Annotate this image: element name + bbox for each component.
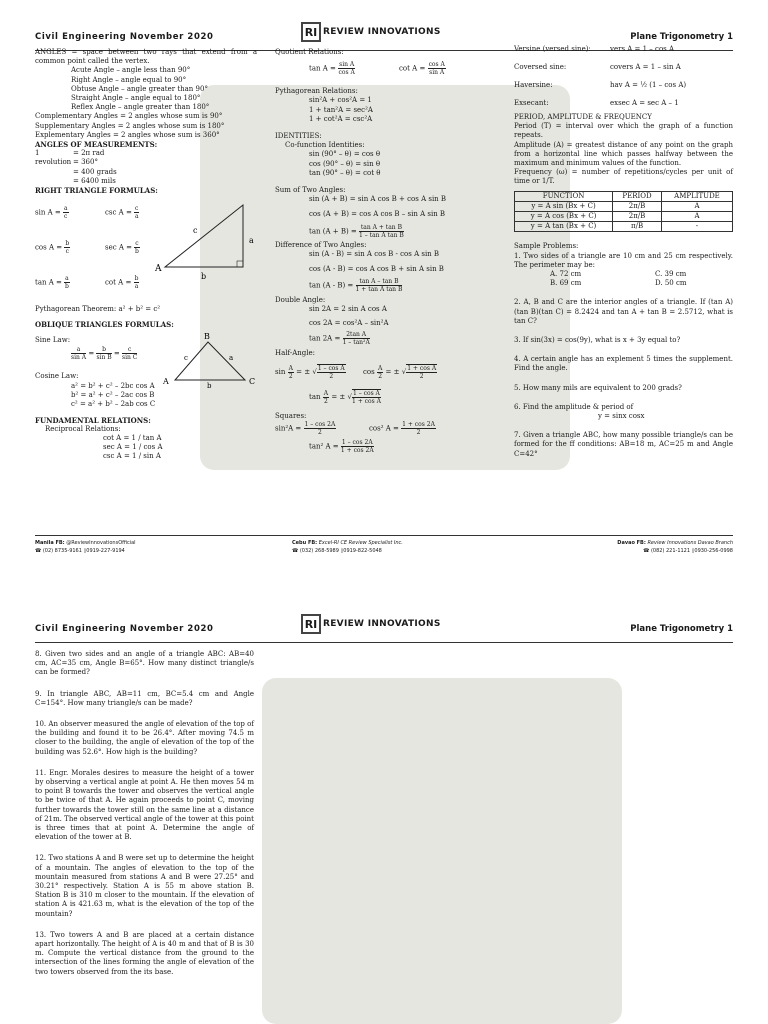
- page-2: [0, 600, 768, 1024]
- reciprocal-title: Reciprocal Relations:: [45, 424, 121, 433]
- logo-icon: RI: [301, 22, 321, 42]
- header-course: Civil Engineering November 2020: [35, 32, 214, 42]
- quotient-title: Quotient Relations:: [275, 48, 344, 56]
- sin-formula: sin A = $\frac{a}{c}$: [35, 205, 68, 221]
- header-course: Civil Engineering November 2020: [35, 624, 214, 634]
- sum-tan-identity: tan (A + B) = $\frac{\text{tan A + tan B}}{\text{1 – tan A tan B}}$: [309, 223, 404, 239]
- column-3: [514, 45, 733, 459]
- cosine-line: c² = a² + b² – 2ab cos C: [71, 400, 156, 409]
- pythagorean-relation: 1 + tan²A = sec²A: [309, 105, 373, 114]
- cofunction-identity: tan (90° – θ) = cot θ: [309, 168, 381, 177]
- table-header: FUNCTION: [515, 191, 613, 201]
- versine-value: vers A = 1 – cos A: [610, 45, 675, 53]
- footer-manila: Manila FB: @ReviewInnovationsOfficial ☎ (02) 8735-9161 ▯0919-227-9194: [35, 540, 136, 554]
- logo-text: REVIEW INNOVATIONS: [323, 27, 441, 37]
- double-tan-identity: tan 2A = $\frac{\text{2tan A}}{\text{1 – tan²A}}$: [309, 330, 370, 346]
- sine-law-formula: $\frac{a}{\text{sin A}}$ = $\frac{b}{\text{sin B}}$ = $\frac{c}{\text{sin C}}$: [71, 345, 138, 361]
- pythagorean-title: Pythagorean Relations:: [275, 87, 358, 96]
- label-a: a: [229, 353, 234, 362]
- measurement: = 2π rad: [73, 149, 105, 158]
- versine-label: Haversine:: [514, 81, 553, 89]
- angle-type: Reflex Angle – angle greater than 180°: [71, 103, 210, 112]
- problem-7: 7. Given a triangle ABC, how many possible triangle/s can be formed for the ff conditions: AB=18 m, AC=25 m and Angle C=42°: [514, 431, 733, 458]
- right-triangle-title: RIGHT TRIANGLE FORMULAS:: [35, 186, 158, 196]
- difference-identity: cos (A - B) = cos A cos B + sin A sin B: [309, 265, 444, 274]
- double-angle-title: Double Angle:: [275, 296, 326, 305]
- logo-icon: RI: [301, 614, 321, 634]
- logo-text: REVIEW INNOVATIONS: [323, 619, 441, 629]
- measurement: = 6400 mils: [73, 176, 116, 185]
- double-angle-identity: cos 2A = cos²A – sin²A: [309, 318, 389, 327]
- angle-type: Obtuse Angle – angle greater than 90°: [71, 84, 208, 93]
- problem-5: 5. How many mils are equivalent to 200 grads?: [514, 383, 682, 392]
- fundamental-title: FUNDAMENTAL RELATIONS:: [35, 415, 151, 425]
- amplitude-definition: Amplitude (A) = greatest distance of any point on the graph from a horizontal line which passes halfway between the maximum and minimum values of the function.: [514, 140, 733, 168]
- table-row: y = A tan (Bx + C) π/B -: [515, 222, 733, 232]
- measurement: = 400 grads: [73, 167, 117, 176]
- half-tan-identity: tan $\frac{A}{2}$ = ± √ $\frac{\text{1 – cos A}}{\text{1 + cos A}}$: [309, 389, 381, 406]
- sine-law-title: Sine Law:: [35, 335, 71, 344]
- footer-cebu: Cebu FB: Excel-RI CE Review Specialist Inc. ☎ (032) 268-5989 ▯0919-822-5048: [292, 540, 403, 554]
- right-triangle-diagram: [153, 199, 253, 281]
- page-footer: [35, 535, 733, 554]
- square-cos: cos² A = $\frac{1 + \cos 2A}{2}$: [369, 421, 435, 437]
- problem-11: 11. Engr. Morales desires to measure the height of a tower by observing a vertical angle at point A. He then moves 54 m to point B towards the tower and observes the vertical angle to be twice of that A. He again proceeds to point C, moving further towards the tower still on the same line at a distance of 21m. The observed vertical angle of the tower at this point is three times that at point A. Determine the angle of elevation of the tower at B.: [35, 768, 254, 842]
- header-logo: [301, 22, 441, 42]
- squares-title: Squares:: [275, 412, 307, 421]
- double-angle-identity: sin 2A = 2 sin A cos A: [309, 305, 387, 314]
- label-B: B: [204, 331, 210, 341]
- half-angle-title: Half-Angle:: [275, 348, 316, 357]
- reciprocal-relation: cot A = 1 / tan A: [103, 434, 162, 443]
- angle-type: Straight Angle – angle equal to 180°: [71, 94, 201, 103]
- reciprocal-relation: csc A = 1 / sin A: [103, 452, 161, 461]
- cos-formula: cos A = $\frac{b}{c}$: [35, 240, 70, 256]
- header-logo: [301, 614, 441, 634]
- oblique-triangle-diagram: [163, 330, 259, 390]
- difference-identity: sin (A - B) = sin A cos B - cos A sin B: [309, 249, 440, 258]
- revolution-label: 1 revolution: [35, 149, 72, 167]
- label-b: b: [201, 272, 207, 282]
- measurements-title: ANGLES OF MEASUREMENTS:: [35, 140, 158, 150]
- label-a: a: [249, 236, 254, 246]
- paf-title: PERIOD, AMPLITUDE & FREQUENCY: [514, 113, 652, 121]
- sum-identity: sin (A + B) = sin A cos B + cos A sin B: [309, 195, 447, 204]
- problem-8: 8. Given two sides and an angle of a triangle ABC: AB=40 cm, AC=35 cm, Angle B=65°. How many distinct triangle/s can be formed?: [35, 650, 254, 677]
- tan-formula: tan A = $\frac{a}{b}$: [35, 275, 69, 291]
- choice: B. 69 cm: [550, 279, 582, 288]
- square-sin: sin²A = $\frac{1 - \cos 2A}{2}$: [275, 421, 336, 437]
- choice: D. 50 cm: [655, 279, 687, 288]
- problem-6: 6. Find the amplitude & period of: [514, 402, 634, 411]
- footer-davao: Davao FB: Review Innovations Davao Branch ☎ (082) 221-1121 ▯0930-256-0998: [617, 540, 733, 554]
- column-2: [275, 48, 500, 455]
- angle-type: Acute Angle – angle less than 90°: [71, 66, 191, 75]
- label-b: b: [207, 381, 212, 390]
- column-1: [35, 48, 257, 462]
- cosine-line: a² = b² + c² – 2bc cos A: [71, 381, 155, 390]
- table-row: y = A cos (Bx + C) 2π/B A: [515, 212, 733, 222]
- half-sin-identity: sin $\frac{A}{2}$ = ± √ $\frac{\text{1 – cos A}}{2}$: [275, 364, 345, 381]
- label-c: c: [184, 353, 188, 362]
- cot-formula: cot A = $\frac{b}{a}$: [105, 275, 139, 291]
- versine-label: Versine (versed sine):: [514, 45, 591, 53]
- sample-problems-title: Sample Problems:: [514, 242, 579, 251]
- header-subject: Plane Trigonometry 1: [630, 624, 733, 634]
- versine-value: exsec A = sec A – 1: [610, 99, 679, 107]
- reciprocal-relation: sec A = 1 / cos A: [103, 443, 163, 452]
- problem-10: 10. An observer measured the angle of elevation of the top of the building and found it to be 26.4°. After moving 74.5 m closer to the building, the angle of elevation of the top of the building was 52.6°. How high is the building?: [35, 720, 254, 756]
- angle-pair: Explementary Angles = 2 angles whose sum is 360°: [35, 130, 220, 139]
- sum-identity: cos (A + B) = cos A cos B – sin A sin B: [309, 210, 446, 219]
- function-table: [514, 191, 733, 233]
- angle-pair: Supplementary Angles = 2 angles whose sum is 180°: [35, 121, 225, 130]
- period-definition: Period (T) = interval over which the graph of a function repeats.: [514, 122, 733, 140]
- choice: C. 39 cm: [655, 270, 687, 279]
- pythagorean-theorem: Pythagorean Theorem: a² + b² = c²: [35, 305, 161, 314]
- difference-title: Difference of Two Angles:: [275, 240, 367, 249]
- cofunction-title: Co-function Identities:: [285, 141, 365, 150]
- angle-type: Right Angle – angle equal to 90°: [71, 75, 187, 84]
- oblique-title: OBLIQUE TRIANGLES FORMULAS:: [35, 320, 174, 330]
- page-header: [35, 620, 733, 643]
- identities-title: IDENTITIES:: [275, 132, 322, 141]
- cofunction-identity: sin (90° – θ) = cos θ: [309, 150, 381, 159]
- cosine-law-title: Cosine Law:: [35, 371, 79, 380]
- label-C: C: [249, 376, 256, 386]
- choice: A. 72 cm: [550, 270, 582, 279]
- versine-label: Coversed sine:: [514, 63, 567, 71]
- table-row: y = A sin (Bx + C) 2π/B A: [515, 201, 733, 211]
- problem-6-equation: y = sinx cosx: [598, 412, 645, 421]
- cosine-line: b² = a² + c² – 2ac cos B: [71, 390, 155, 399]
- problem-1-choices: [514, 270, 733, 288]
- versine-value: hav A = ½ (1 – cos A): [610, 81, 687, 89]
- versine-label: Exsecant:: [514, 99, 549, 107]
- problem-9: 9. In triangle ABC, AB=11 cm, BC=5.4 cm and Angle C=154°. How many triangle/s can be made?: [35, 689, 254, 707]
- problem-3: 3. If sin(3x) = cos(9y), what is x + 3y equal to?: [514, 336, 681, 345]
- label-c: c: [193, 226, 198, 236]
- label-A: A: [155, 264, 162, 275]
- label-A: A: [163, 376, 169, 386]
- table-header: PERIOD: [613, 191, 662, 201]
- page-2-column: [35, 650, 254, 977]
- watermark-logo: [262, 678, 622, 1024]
- problem-2: 2. A, B and C are the interior angles of a triangle. If (tan A)(tan B)(tan C) = 8.2424 and tan A + tan B = 2.5712, what is tan C?: [514, 298, 733, 325]
- half-cos-identity: cos $\frac{A}{2}$ = ± √ $\frac{\text{1 + cos A}}{2}$: [363, 364, 437, 381]
- versine-list: [514, 45, 733, 113]
- difference-tan-identity: tan (A - B) = $\frac{\text{tan A – tan B}}{\text{1 + tan A tan B}}$: [309, 278, 403, 294]
- problem-13: 13. Two towers A and B are placed at a certain distance apart horizontally. The height of A is 40 m and that of B is 30 m. Compute the vertical distance from the ground to the intersection of the lines forming the angle of elevation of the two towers observed from the its base.: [35, 930, 254, 976]
- frequency-definition: Frequency (ω) = number of repetitions/cycles per unit of time or 1/T.: [514, 168, 733, 186]
- versine-value: covers A = 1 – sin A: [610, 63, 681, 71]
- angle-pair: Complementary Angles = 2 angles whose sum is 90°: [35, 112, 223, 121]
- measurement: = 360°: [73, 158, 98, 167]
- problem-1: 1. Two sides of a triangle are 10 cm and 25 cm respectively. The perimeter may be:: [514, 251, 733, 269]
- table-header: AMPLITUDE: [661, 191, 732, 201]
- cofunction-identity: cos (90° – θ) = sin θ: [309, 159, 381, 168]
- pythagorean-relation: 1 + cot²A = csc²A: [309, 114, 373, 123]
- sum-title: Sum of Two Angles:: [275, 186, 346, 195]
- quotient-tan: tan A = $\frac{\text{sin A}}{\text{cos A}}$: [309, 61, 355, 77]
- problem-4: 4. A certain angle has an explement 5 times the supplement. Find the angle.: [514, 355, 733, 373]
- problem-12: 12. Two stations A and B were set up to determine the height of a mountain. The angles of elevation to the top of the mountain measured from stations A and B were 27.25° and 30.21° respectively. Station A is 55 m above station B. Station B is 310 m closer to the mountain. If the elevation of station A is 421.63 m, what is the elevation of the top of the mountain?: [35, 854, 254, 918]
- square-tan: tan² A = $\frac{1 - \cos 2A}{1 + \cos 2A}$: [309, 439, 374, 455]
- header-subject: Plane Trigonometry 1: [630, 32, 733, 42]
- pythagorean-relation: sin²A + cos²A = 1: [309, 96, 372, 105]
- quotient-cot: cot A = $\frac{\text{cos A}}{\text{sin A}}$: [399, 61, 445, 77]
- angles-definition: ANGLES = space between two rays that extend from a common point called the vertex.: [35, 48, 257, 66]
- csc-formula: csc A = $\frac{c}{a}$: [105, 205, 139, 221]
- sec-formula: sec A = $\frac{c}{b}$: [105, 240, 139, 256]
